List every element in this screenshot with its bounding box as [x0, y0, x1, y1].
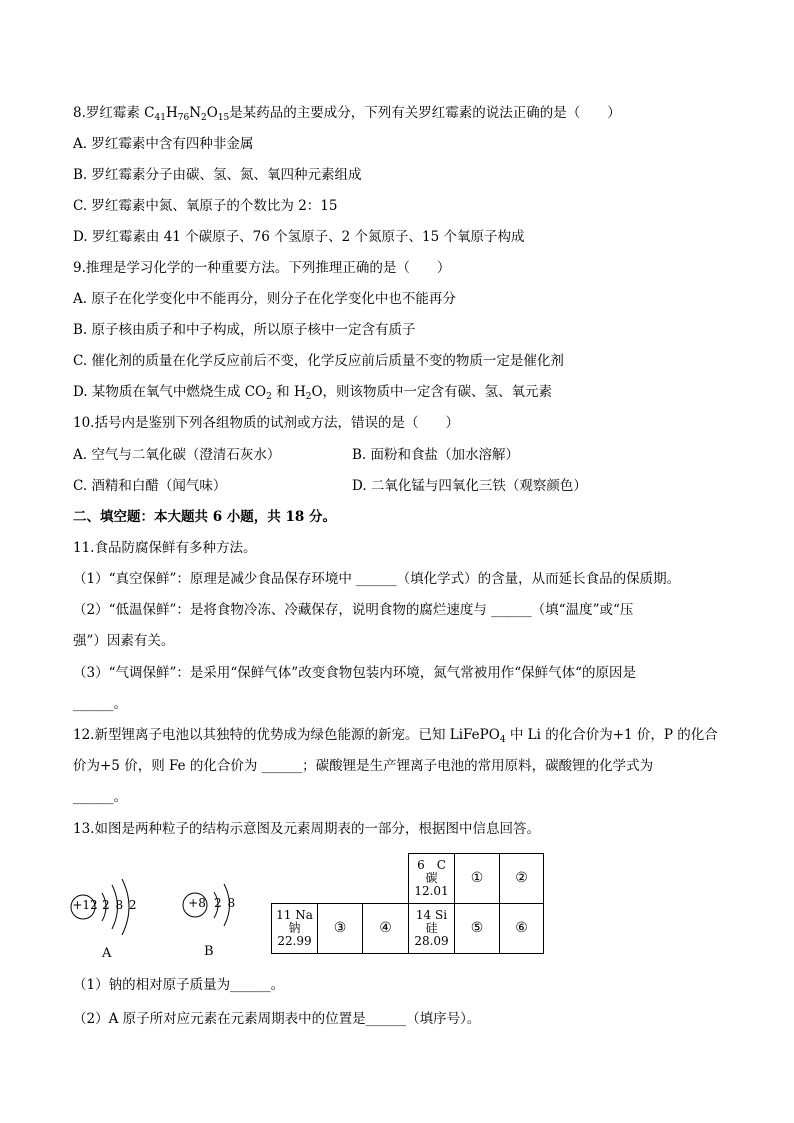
q12-line3: ______。 — [73, 789, 127, 805]
q10-option-d: D. 二氧化锰与四氧化三铁（观察颜色） — [352, 478, 587, 494]
q13-part2: （2）A 原子所对应元素在元素周期表中的位置是______（填序号）。 — [73, 1011, 481, 1027]
q11-part2-line1: （2）“低温保鲜”：是将食物冷冻、冷藏保存，说明食物的腐烂速度与 ______（填“温度”或“压 — [73, 602, 634, 618]
q12-line1: 12.新型锂离子电池以其独特的优势成为绿色能源的新宠。已知 LiFePO$_4$ 中 Li 的化合价为+1 价，P 的化合 — [73, 727, 718, 745]
q8-option-a: A. 罗红霉素中含有四种非金属 — [73, 136, 254, 152]
q9-stem: 9.推理是学习化学的一种重要方法。下列推理正确的是（ ） — [73, 260, 451, 276]
q11-part3-line1: （3）“气调保鲜”：是采用“保鲜气体”改变食物包装内环境，氮气常被用作“保鲜气体“的原因是 — [73, 665, 636, 681]
atom-structure-diagram — [70, 868, 260, 964]
atom-b-nucleus: +8 — [188, 896, 206, 910]
atom-b-label: B — [204, 944, 214, 959]
atom-b-shells: 2 8 — [214, 896, 237, 910]
cell-5: ⑤ — [454, 903, 500, 954]
q8-option-d: D. 罗红霉素由 41 个碳原子、76 个氢原子、2 个氮原子、15 个氧原子构成 — [73, 229, 525, 245]
cell-6: ⑥ — [499, 903, 544, 954]
q9-option-d: D. 某物质在氧气中燃烧生成 $CO_2$ 和 $H_2O$，则该物质中一定含有碳、氢、氧元素 — [73, 384, 553, 402]
q11-part2-line2: 强”）因素有关。 — [73, 633, 175, 649]
q8-option-b: B. 罗红霉素分子由碳、氢、氮、氧四种元素组成 — [73, 167, 362, 183]
silicon-mass: 28.09 — [414, 934, 449, 948]
q13-part1: （1）钠的相对原子质量为______。 — [73, 977, 285, 993]
q8-option-c: C. 罗红霉素中氮、氧原子的个数比为 2：15 — [73, 198, 338, 214]
q10-stem: 10.括号内是鉴别下列各组物质的试剂或方法，错误的是（ ） — [73, 415, 459, 431]
q9-option-a: A. 原子在化学变化中不能再分，则分子在化学变化中也不能再分 — [73, 291, 456, 307]
carbon-mass: 12.01 — [414, 884, 449, 898]
atom-a-nucleus: +12 — [72, 898, 98, 912]
q10-option-c: C. 酒精和白醋（闻气味） — [73, 478, 227, 494]
q11-part1: （1）“真空保鲜”：原理是减少食品保存环境中 ______（填化学式）的含量，从而延长食品的保质期。 — [73, 571, 681, 587]
sodium-number-symbol: 11 Na — [276, 908, 313, 922]
q9-option-b: B. 原子核由质子和中子构成，所以原子核中一定含有质子 — [73, 322, 416, 338]
carbon-name: 碳 — [425, 871, 438, 885]
q13-stem: 13.如图是两种粒子的结构示意图及元素周期表的一部分，根据图中信息回答。 — [73, 821, 540, 837]
silicon-number-symbol: 14 Si — [415, 908, 448, 922]
q9-option-c: C. 催化剂的质量在化学反应前后不变，化学反应前后质量不变的物质一定是催化剂 — [73, 353, 564, 369]
atom-a-shells: 2 8 2 — [102, 898, 138, 912]
sodium-mass: 22.99 — [277, 934, 312, 948]
sodium-name: 钠 — [288, 921, 301, 935]
cell-1: ① — [454, 853, 500, 904]
carbon-number-symbol: 6 C — [417, 858, 446, 872]
atom-a-label: A — [102, 946, 112, 961]
cell-silicon — [408, 903, 455, 954]
cell-2: ② — [499, 853, 544, 904]
cell-sodium — [271, 903, 318, 954]
cell-3: ③ — [317, 903, 363, 954]
q11-part3-line2: ______。 — [73, 696, 127, 712]
q10-option-b: B. 面粉和食盐（加水溶解） — [352, 447, 520, 463]
q11-stem: 11.食品防腐保鲜有多种方法。 — [73, 540, 257, 556]
q12-line2: 价为+5 价，则 Fe 的化合价为 ______；碳酸锂是生产锂离子电池的常用原料，碳酸锂的化学式为 — [73, 758, 654, 774]
cell-carbon — [408, 853, 455, 904]
silicon-name: 硅 — [425, 921, 438, 935]
section-heading: 二、填空题：本大题共 6 小题，共 18 分。 — [73, 509, 336, 525]
q10-option-a: A. 空气与二氧化碳（澄清石灰水） — [73, 447, 281, 463]
q8-stem: 8.罗红霉素 $C_{41}H_{76}N_2O_{15}$是某药品的主要成分，下列有关罗红霉素的说法正确的是（ ） — [73, 105, 621, 123]
cell-4: ④ — [362, 903, 409, 954]
